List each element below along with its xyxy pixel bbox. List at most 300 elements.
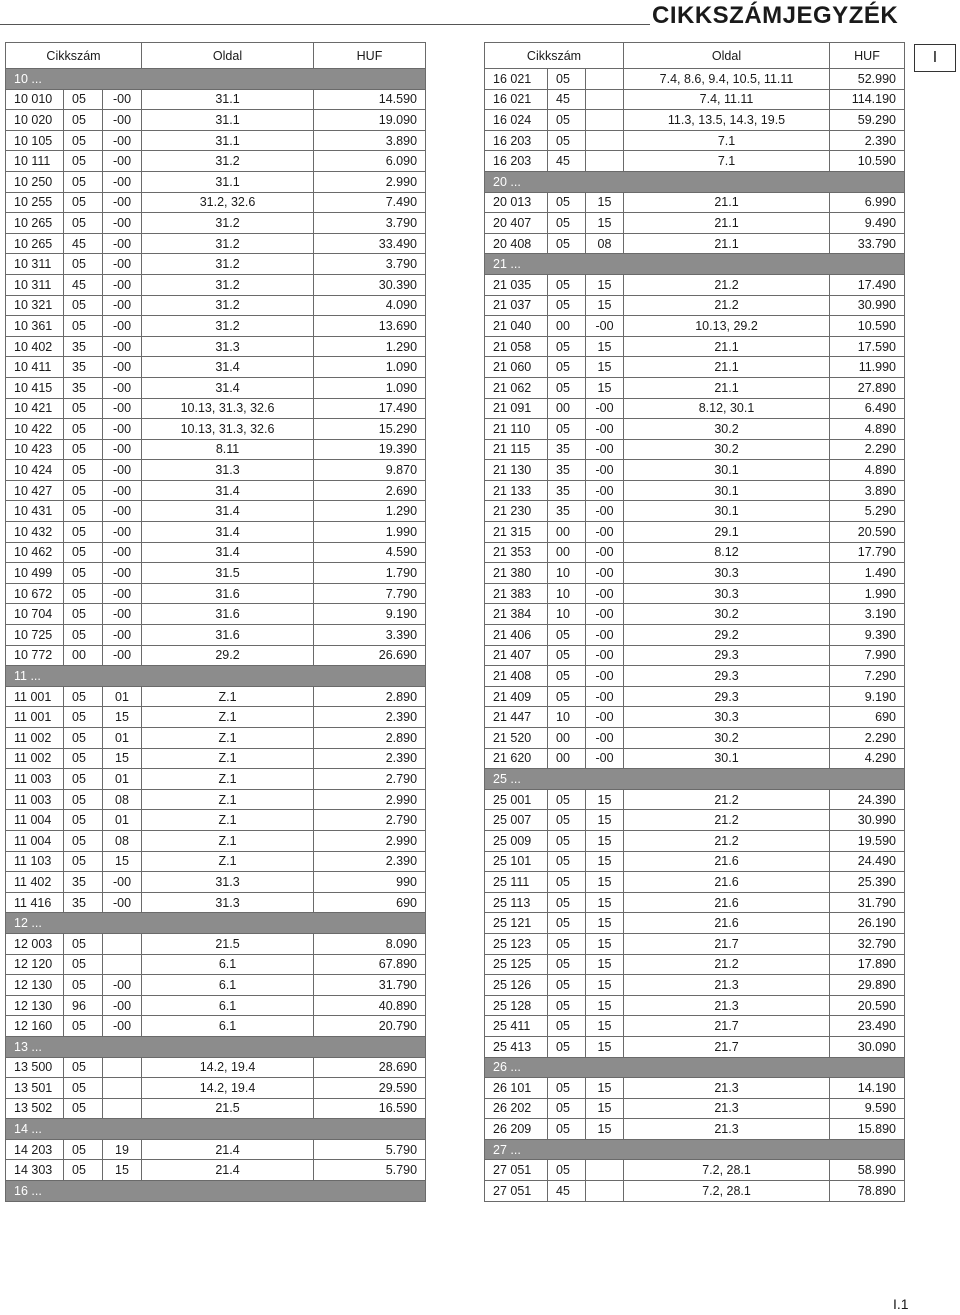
table-row <box>485 748 905 769</box>
price-huf: 7.490 <box>314 192 426 213</box>
group-header-row <box>6 69 426 90</box>
suffix-code: 15 <box>586 295 624 316</box>
variant-code: 05 <box>548 336 586 357</box>
suffix-code: 15 <box>586 975 624 996</box>
price-huf: 26.690 <box>314 645 426 666</box>
price-huf: 6.990 <box>830 192 905 213</box>
suffix-code: -00 <box>103 316 142 337</box>
variant-code: 45 <box>64 274 103 295</box>
suffix-code: 15 <box>586 1016 624 1037</box>
page-reference: 30.2 <box>624 439 830 460</box>
price-huf: 690 <box>314 892 426 913</box>
article-number: 13 502 <box>6 1098 64 1119</box>
suffix-code: 15 <box>103 707 142 728</box>
price-huf: 31.790 <box>314 975 426 996</box>
variant-code: 05 <box>548 810 586 831</box>
page-reference: 31.2 <box>142 316 314 337</box>
table-row <box>485 357 905 378</box>
price-huf: 23.490 <box>830 1016 905 1037</box>
price-huf: 20.590 <box>830 522 905 543</box>
price-huf: 67.890 <box>314 954 426 975</box>
suffix-code <box>586 151 624 172</box>
suffix-code: -00 <box>586 686 624 707</box>
suffix-code: -00 <box>103 542 142 563</box>
suffix-code: 01 <box>103 728 142 749</box>
page-reference: Z.1 <box>142 769 314 790</box>
price-huf: 17.490 <box>830 274 905 295</box>
page-reference: Z.1 <box>142 707 314 728</box>
variant-code: 05 <box>64 522 103 543</box>
table-row <box>6 233 426 254</box>
suffix-code: 15 <box>586 954 624 975</box>
suffix-code: 15 <box>586 851 624 872</box>
column-header-code: Cikkszám <box>485 43 624 69</box>
suffix-code: 15 <box>586 1078 624 1099</box>
article-number: 25 126 <box>485 975 548 996</box>
price-huf: 1.090 <box>314 357 426 378</box>
suffix-code: 15 <box>586 810 624 831</box>
suffix-code: 08 <box>103 830 142 851</box>
group-header-row <box>6 913 426 934</box>
suffix-code: 15 <box>586 357 624 378</box>
table-row <box>485 872 905 893</box>
table-row <box>485 1036 905 1057</box>
table-row <box>6 419 426 440</box>
article-number: 27 051 <box>485 1181 548 1202</box>
table-row <box>485 563 905 584</box>
price-huf: 8.090 <box>314 933 426 954</box>
suffix-code <box>103 1057 142 1078</box>
article-number: 25 121 <box>485 913 548 934</box>
suffix-code <box>103 1078 142 1099</box>
page-reference: 29.2 <box>624 625 830 646</box>
suffix-code: -00 <box>103 130 142 151</box>
price-huf: 3.890 <box>314 130 426 151</box>
page-reference: 30.1 <box>624 480 830 501</box>
page-reference: 31.2 <box>142 151 314 172</box>
page-title: CIKKSZÁMJEGYZÉK <box>652 2 899 29</box>
table-row <box>485 542 905 563</box>
table-row <box>6 851 426 872</box>
page-reference: 21.3 <box>624 975 830 996</box>
table-row <box>6 254 426 275</box>
table-row <box>6 480 426 501</box>
page-reference: 8.12 <box>624 542 830 563</box>
price-huf: 19.090 <box>314 110 426 131</box>
table-row <box>6 522 426 543</box>
table-row <box>6 604 426 625</box>
table-row <box>6 542 426 563</box>
suffix-code: 15 <box>586 933 624 954</box>
suffix-code: -00 <box>103 419 142 440</box>
price-huf: 40.890 <box>314 995 426 1016</box>
article-number: 21 062 <box>485 377 548 398</box>
table-row <box>6 1160 426 1181</box>
suffix-code <box>586 110 624 131</box>
price-huf: 1.490 <box>830 563 905 584</box>
page-reference: 21.5 <box>142 1098 314 1119</box>
group-header-row <box>485 1057 905 1078</box>
suffix-code: -00 <box>586 645 624 666</box>
suffix-code: -00 <box>103 89 142 110</box>
page-reference: 31.3 <box>142 892 314 913</box>
article-number: 11 002 <box>6 728 64 749</box>
table-row <box>485 439 905 460</box>
page-reference: 21.7 <box>624 1016 830 1037</box>
page-reference: 31.3 <box>142 460 314 481</box>
page-reference: 31.2 <box>142 213 314 234</box>
variant-code: 05 <box>548 1078 586 1099</box>
variant-code: 05 <box>548 377 586 398</box>
article-number: 10 772 <box>6 645 64 666</box>
table-row <box>6 274 426 295</box>
variant-code: 35 <box>548 501 586 522</box>
table-row <box>6 1016 426 1037</box>
article-number: 10 250 <box>6 171 64 192</box>
variant-code: 05 <box>64 1098 103 1119</box>
article-number: 10 672 <box>6 583 64 604</box>
article-number: 21 091 <box>485 398 548 419</box>
article-number: 16 024 <box>485 110 548 131</box>
group-label: 21 ... <box>485 254 905 275</box>
suffix-code <box>103 933 142 954</box>
suffix-code: -00 <box>103 357 142 378</box>
article-number: 21 037 <box>485 295 548 316</box>
page-reference: 29.3 <box>624 666 830 687</box>
price-huf: 1.990 <box>314 522 426 543</box>
article-index-table-right <box>484 42 905 1202</box>
price-huf: 29.590 <box>314 1078 426 1099</box>
page-reference: Z.1 <box>142 748 314 769</box>
price-huf: 52.990 <box>830 69 905 90</box>
suffix-code: -00 <box>586 563 624 584</box>
article-number: 25 413 <box>485 1036 548 1057</box>
suffix-code: 08 <box>103 789 142 810</box>
price-huf: 28.690 <box>314 1057 426 1078</box>
variant-code: 05 <box>548 295 586 316</box>
page-reference: 10.13, 29.2 <box>624 316 830 337</box>
variant-code: 05 <box>64 1139 103 1160</box>
page-number: I.1 <box>893 1296 909 1312</box>
variant-code: 05 <box>548 110 586 131</box>
column-header-code: Cikkszám <box>6 43 142 69</box>
page-reference: 31.4 <box>142 522 314 543</box>
page-reference: 6.1 <box>142 975 314 996</box>
table-row <box>6 872 426 893</box>
suffix-code: -00 <box>586 625 624 646</box>
variant-code: 05 <box>548 233 586 254</box>
table-row <box>6 110 426 131</box>
price-huf: 2.390 <box>314 748 426 769</box>
price-huf: 3.390 <box>314 625 426 646</box>
price-huf: 6.090 <box>314 151 426 172</box>
variant-code: 05 <box>548 851 586 872</box>
price-huf: 9.490 <box>830 213 905 234</box>
page-reference: 29.3 <box>624 645 830 666</box>
group-header-row <box>485 254 905 275</box>
variant-code: 05 <box>548 1160 586 1181</box>
group-header-row <box>6 1036 426 1057</box>
suffix-code: -00 <box>103 501 142 522</box>
page-reference: 7.2, 28.1 <box>624 1160 830 1181</box>
price-huf: 3.890 <box>830 480 905 501</box>
page-reference: 30.2 <box>624 419 830 440</box>
suffix-code: -00 <box>103 975 142 996</box>
article-number: 10 415 <box>6 377 64 398</box>
article-number: 10 427 <box>6 480 64 501</box>
price-huf: 30.390 <box>314 274 426 295</box>
group-label: 12 ... <box>6 913 426 934</box>
table-row <box>485 398 905 419</box>
variant-code: 00 <box>548 728 586 749</box>
article-number: 21 230 <box>485 501 548 522</box>
suffix-code: 01 <box>103 686 142 707</box>
page-reference: 21.4 <box>142 1139 314 1160</box>
table-row <box>6 563 426 584</box>
page-reference: 21.1 <box>624 357 830 378</box>
table-row <box>6 830 426 851</box>
page-reference: 31.1 <box>142 171 314 192</box>
table-row <box>6 975 426 996</box>
table-row <box>485 295 905 316</box>
article-number: 12 130 <box>6 995 64 1016</box>
variant-code: 05 <box>64 933 103 954</box>
variant-code: 05 <box>64 439 103 460</box>
page-reference: 21.2 <box>624 274 830 295</box>
article-number: 21 110 <box>485 419 548 440</box>
table-row <box>485 583 905 604</box>
price-huf: 30.990 <box>830 810 905 831</box>
variant-code: 05 <box>64 460 103 481</box>
group-label: 20 ... <box>485 171 905 192</box>
variant-code: 35 <box>64 377 103 398</box>
variant-code: 05 <box>64 89 103 110</box>
suffix-code: -00 <box>103 233 142 254</box>
table-row <box>6 357 426 378</box>
table-row <box>485 69 905 90</box>
table-row <box>485 933 905 954</box>
article-number: 10 311 <box>6 254 64 275</box>
page-reference: 21.1 <box>624 233 830 254</box>
table-row <box>6 954 426 975</box>
price-huf: 17.890 <box>830 954 905 975</box>
price-huf: 4.290 <box>830 748 905 769</box>
variant-code: 05 <box>64 501 103 522</box>
suffix-code: 15 <box>586 274 624 295</box>
article-number: 10 020 <box>6 110 64 131</box>
price-huf: 1.290 <box>314 336 426 357</box>
variant-code: 35 <box>64 357 103 378</box>
suffix-code <box>586 130 624 151</box>
article-index-table-left <box>5 42 426 1202</box>
page-reference: Z.1 <box>142 686 314 707</box>
page-reference: 29.2 <box>142 645 314 666</box>
page-reference: 21.1 <box>624 192 830 213</box>
page-reference: 31.4 <box>142 480 314 501</box>
article-number: 21 407 <box>485 645 548 666</box>
group-header-row <box>485 769 905 790</box>
page-reference: 7.4, 11.11 <box>624 89 830 110</box>
page-reference: 7.1 <box>624 130 830 151</box>
page-reference: 21.2 <box>624 830 830 851</box>
article-number: 12 130 <box>6 975 64 996</box>
variant-code: 05 <box>548 1016 586 1037</box>
article-number: 10 111 <box>6 151 64 172</box>
table-row <box>6 151 426 172</box>
page-reference: 31.6 <box>142 604 314 625</box>
article-number: 16 203 <box>485 130 548 151</box>
page-reference: 31.1 <box>142 110 314 131</box>
price-huf: 114.190 <box>830 89 905 110</box>
article-number: 21 133 <box>485 480 548 501</box>
table-row <box>6 625 426 646</box>
page-reference: 21.3 <box>624 1119 830 1140</box>
group-label: 26 ... <box>485 1057 905 1078</box>
variant-code: 05 <box>548 625 586 646</box>
table-row <box>6 995 426 1016</box>
variant-code: 10 <box>548 583 586 604</box>
page-reference: 21.6 <box>624 892 830 913</box>
suffix-code: -00 <box>586 522 624 543</box>
page-reference: 6.1 <box>142 954 314 975</box>
article-number: 27 051 <box>485 1160 548 1181</box>
article-number: 10 421 <box>6 398 64 419</box>
group-header-row <box>6 1181 426 1202</box>
suffix-code: -00 <box>103 171 142 192</box>
variant-code: 05 <box>548 892 586 913</box>
table-row <box>485 336 905 357</box>
table-row <box>485 707 905 728</box>
price-huf: 990 <box>314 872 426 893</box>
suffix-code <box>586 89 624 110</box>
page-reference: Z.1 <box>142 789 314 810</box>
table-row <box>6 583 426 604</box>
article-number: 10 411 <box>6 357 64 378</box>
price-huf: 27.890 <box>830 377 905 398</box>
article-number: 25 125 <box>485 954 548 975</box>
page-reference: 30.2 <box>624 728 830 749</box>
variant-code: 05 <box>64 542 103 563</box>
price-huf: 5.790 <box>314 1160 426 1181</box>
column-header-price: HUF <box>314 43 426 69</box>
suffix-code: 15 <box>586 1098 624 1119</box>
table-row <box>485 377 905 398</box>
page-reference: 7.2, 28.1 <box>624 1181 830 1202</box>
page-reference: 21.3 <box>624 1078 830 1099</box>
page-reference: 31.2 <box>142 295 314 316</box>
price-huf: 29.890 <box>830 975 905 996</box>
page-reference: 31.4 <box>142 542 314 563</box>
price-huf: 4.590 <box>314 542 426 563</box>
table-row <box>6 892 426 913</box>
table-row <box>6 398 426 419</box>
column-header-page: Oldal <box>142 43 314 69</box>
price-huf: 19.590 <box>830 830 905 851</box>
variant-code: 05 <box>64 625 103 646</box>
suffix-code: -00 <box>103 583 142 604</box>
suffix-code: -00 <box>103 439 142 460</box>
table-row <box>6 171 426 192</box>
article-number: 14 303 <box>6 1160 64 1181</box>
group-header-row <box>6 1119 426 1140</box>
group-header-row <box>6 666 426 687</box>
suffix-code: -00 <box>103 563 142 584</box>
page-reference: Z.1 <box>142 851 314 872</box>
suffix-code: 15 <box>586 192 624 213</box>
price-huf: 26.190 <box>830 913 905 934</box>
price-huf: 30.090 <box>830 1036 905 1057</box>
page-reference: 6.1 <box>142 1016 314 1037</box>
price-huf: 1.790 <box>314 563 426 584</box>
page-reference: 21.2 <box>624 810 830 831</box>
suffix-code: -00 <box>103 295 142 316</box>
variant-code: 35 <box>548 439 586 460</box>
price-huf: 78.890 <box>830 1181 905 1202</box>
page-reference: 31.3 <box>142 872 314 893</box>
price-huf: 20.790 <box>314 1016 426 1037</box>
article-number: 26 202 <box>485 1098 548 1119</box>
article-number: 10 432 <box>6 522 64 543</box>
price-huf: 4.890 <box>830 419 905 440</box>
suffix-code: -00 <box>103 110 142 131</box>
price-huf: 11.990 <box>830 357 905 378</box>
table-row <box>6 439 426 460</box>
variant-code: 45 <box>548 89 586 110</box>
page-reference: 21.4 <box>142 1160 314 1181</box>
variant-code: 05 <box>548 789 586 810</box>
article-number: 10 361 <box>6 316 64 337</box>
section-tab: I <box>914 44 956 72</box>
price-huf: 2.790 <box>314 769 426 790</box>
price-huf: 58.990 <box>830 1160 905 1181</box>
table-row <box>6 645 426 666</box>
table-row <box>485 1098 905 1119</box>
suffix-code: -00 <box>103 480 142 501</box>
table-row <box>485 666 905 687</box>
variant-code: 45 <box>548 151 586 172</box>
price-huf: 9.390 <box>830 625 905 646</box>
variant-code: 00 <box>64 645 103 666</box>
suffix-code: 15 <box>103 748 142 769</box>
variant-code: 05 <box>548 192 586 213</box>
price-huf: 2.290 <box>830 728 905 749</box>
suffix-code: -00 <box>103 213 142 234</box>
table-row <box>485 604 905 625</box>
article-number: 21 520 <box>485 728 548 749</box>
variant-code: 05 <box>64 851 103 872</box>
page-reference: 21.1 <box>624 336 830 357</box>
variant-code: 05 <box>548 830 586 851</box>
variant-code: 05 <box>64 192 103 213</box>
article-number: 20 013 <box>485 192 548 213</box>
suffix-code: 15 <box>586 213 624 234</box>
price-huf: 7.290 <box>830 666 905 687</box>
price-huf: 4.090 <box>314 295 426 316</box>
article-number: 21 620 <box>485 748 548 769</box>
suffix-code: 15 <box>586 789 624 810</box>
article-number: 21 315 <box>485 522 548 543</box>
table-row <box>485 89 905 110</box>
page-reference: 7.1 <box>624 151 830 172</box>
variant-code: 00 <box>548 522 586 543</box>
suffix-code: 15 <box>586 377 624 398</box>
variant-code: 05 <box>64 748 103 769</box>
price-huf: 4.890 <box>830 460 905 481</box>
header-rule <box>0 24 650 25</box>
article-number: 10 265 <box>6 233 64 254</box>
variant-code: 05 <box>64 769 103 790</box>
table-row <box>485 522 905 543</box>
